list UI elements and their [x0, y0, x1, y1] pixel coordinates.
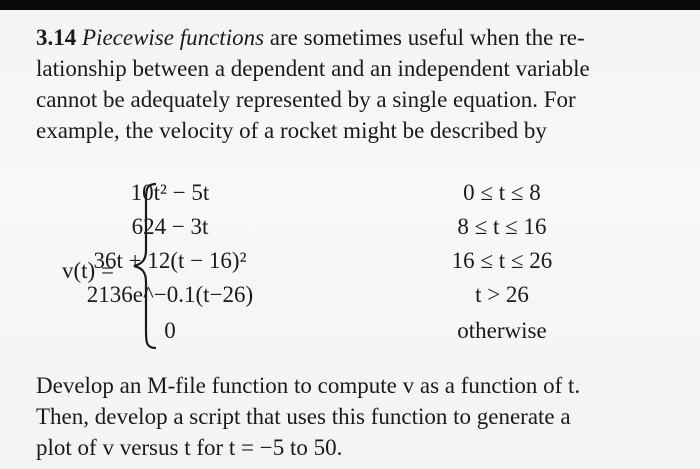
problem-number: 3.14 — [36, 25, 77, 50]
intro-line-1 — [36, 22, 688, 53]
intro-line-1-rest: are sometimes useful when the re- — [269, 25, 585, 50]
task-text — [36, 370, 688, 463]
case-3-condition: 16 ≤ t ≤ 26 — [451, 248, 553, 273]
task-line-2: Then, develop a script that uses this function to generate a — [36, 404, 571, 429]
intro-line-3: cannot be adequately represented by a single equation. For — [36, 87, 576, 112]
case-5-condition: otherwise — [457, 318, 547, 343]
task-line-3: plot of v versus t for t = −5 to 50. — [36, 435, 343, 460]
top-black-bar — [0, 0, 700, 10]
task-line-1: Develop an M-file function to compute v as a function of t. — [36, 373, 581, 398]
case-4-expression: 2136e^−0.1(t−26) — [86, 282, 254, 307]
problem-intro — [36, 22, 688, 146]
piecewise-equation — [0, 180, 700, 355]
equation-lhs: v(t) = — [62, 258, 114, 283]
case-1-condition: 0 ≤ t ≤ 8 — [463, 180, 541, 205]
case-2-expression: 624 − 3t — [131, 214, 209, 239]
case-1-expression: 10t² − 5t — [130, 180, 210, 205]
intro-line-4: example, the velocity of a rocket might be described by — [36, 118, 547, 143]
case-3-expression: 36t + 12(t − 16)² — [93, 248, 247, 273]
problem-title: Piecewise functions — [82, 25, 265, 50]
case-5-expression: 0 — [164, 318, 176, 343]
case-4-condition: t > 26 — [475, 282, 529, 307]
case-2-condition: 8 ≤ t ≤ 16 — [457, 214, 547, 239]
intro-line-2: lationship between a dependent and an independent variable — [36, 56, 590, 81]
textbook-page — [0, 10, 700, 469]
